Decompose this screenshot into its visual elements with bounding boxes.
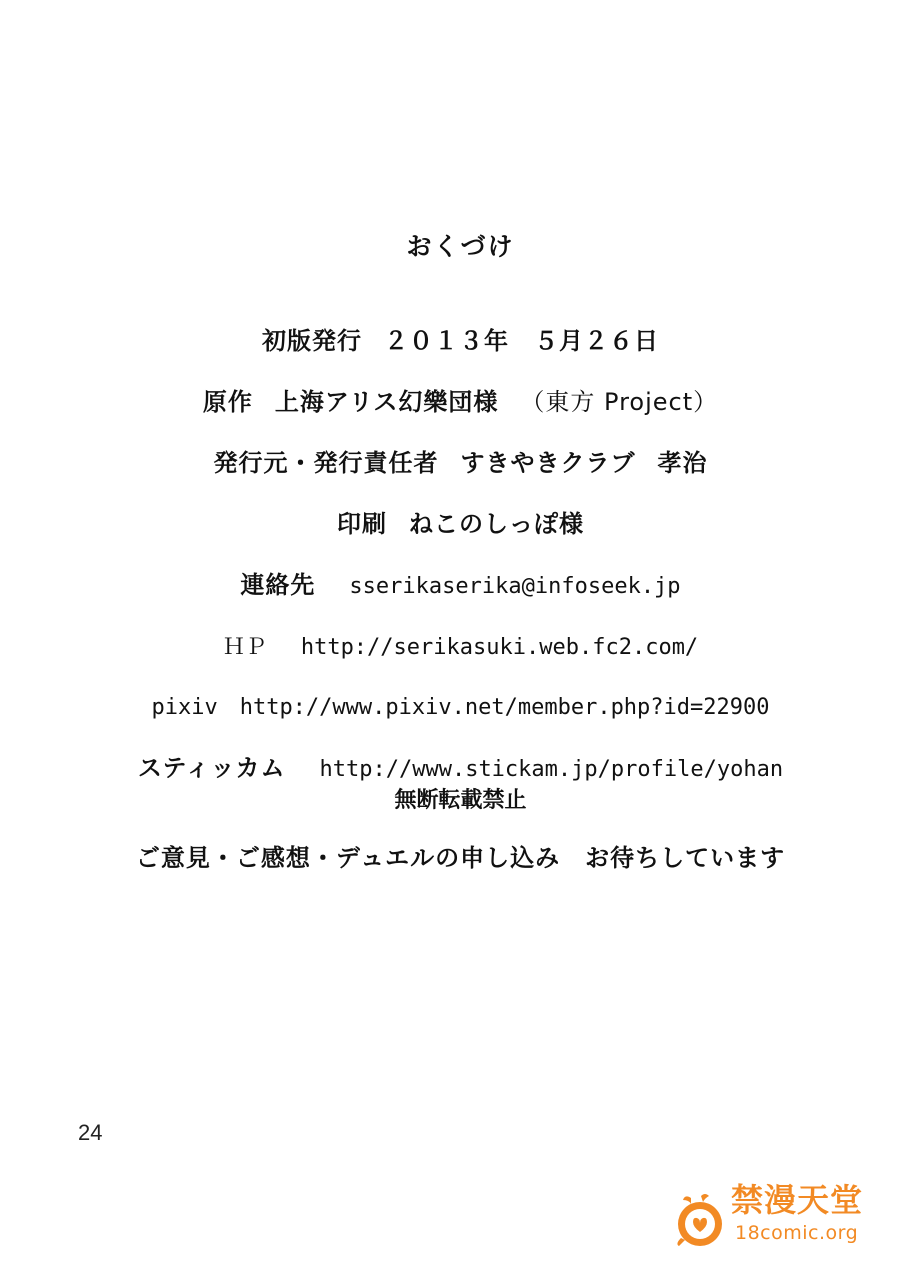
page-number: 24	[78, 1120, 103, 1145]
closing-message: ご意見・ご感想・デュエルの申し込み お待ちしています	[135, 844, 786, 872]
print-value: ねこのしっぽ様	[409, 510, 584, 538]
original-value: 上海アリス幻樂団様	[274, 388, 499, 416]
homepage-line	[0, 634, 921, 659]
first-edition-date: ２０１３年 ５月２６日	[384, 327, 659, 355]
contact-line	[0, 573, 921, 598]
pixiv-label: pixiv	[151, 695, 218, 720]
watermark-url: 18comic.org	[735, 1222, 859, 1244]
original-label: 原作	[202, 388, 253, 416]
page-title: おくづけ	[406, 232, 515, 261]
printer-line	[0, 512, 921, 536]
stickam-label: スティッカム	[137, 754, 286, 782]
watermark-logo-icon	[671, 1192, 729, 1250]
stickam-line	[0, 756, 921, 781]
publisher-line	[0, 451, 921, 475]
publisher-circle: すきやきクラブ	[460, 449, 636, 477]
no-reproduction-notice: 無断転載禁止	[394, 788, 527, 813]
contact-email[interactable]: sserikaserika@infoseek.jp	[349, 574, 681, 599]
hp-label: ＨＰ	[222, 635, 267, 660]
first-edition-line	[0, 329, 921, 353]
watermark-name: 禁漫天堂	[731, 1181, 864, 1219]
watermark	[671, 1181, 881, 1252]
original-work-line	[0, 390, 921, 414]
stickam-link[interactable]: http://www.stickam.jp/profile/yohan	[319, 757, 784, 782]
publisher-person: 孝治	[657, 449, 708, 477]
hp-link[interactable]: http://serikasuki.web.fc2.com/	[300, 635, 699, 660]
pixiv-line	[0, 694, 921, 719]
first-edition-label: 初版発行	[262, 327, 362, 355]
original-project: （東方 Project）	[520, 388, 719, 416]
pixiv-link[interactable]: http://www.pixiv.net/member.php?id=22900	[239, 695, 770, 720]
print-label: 印刷	[337, 510, 387, 538]
publisher-label: 発行元・発行責任者	[213, 449, 439, 477]
contact-label: 連絡先	[240, 571, 316, 599]
